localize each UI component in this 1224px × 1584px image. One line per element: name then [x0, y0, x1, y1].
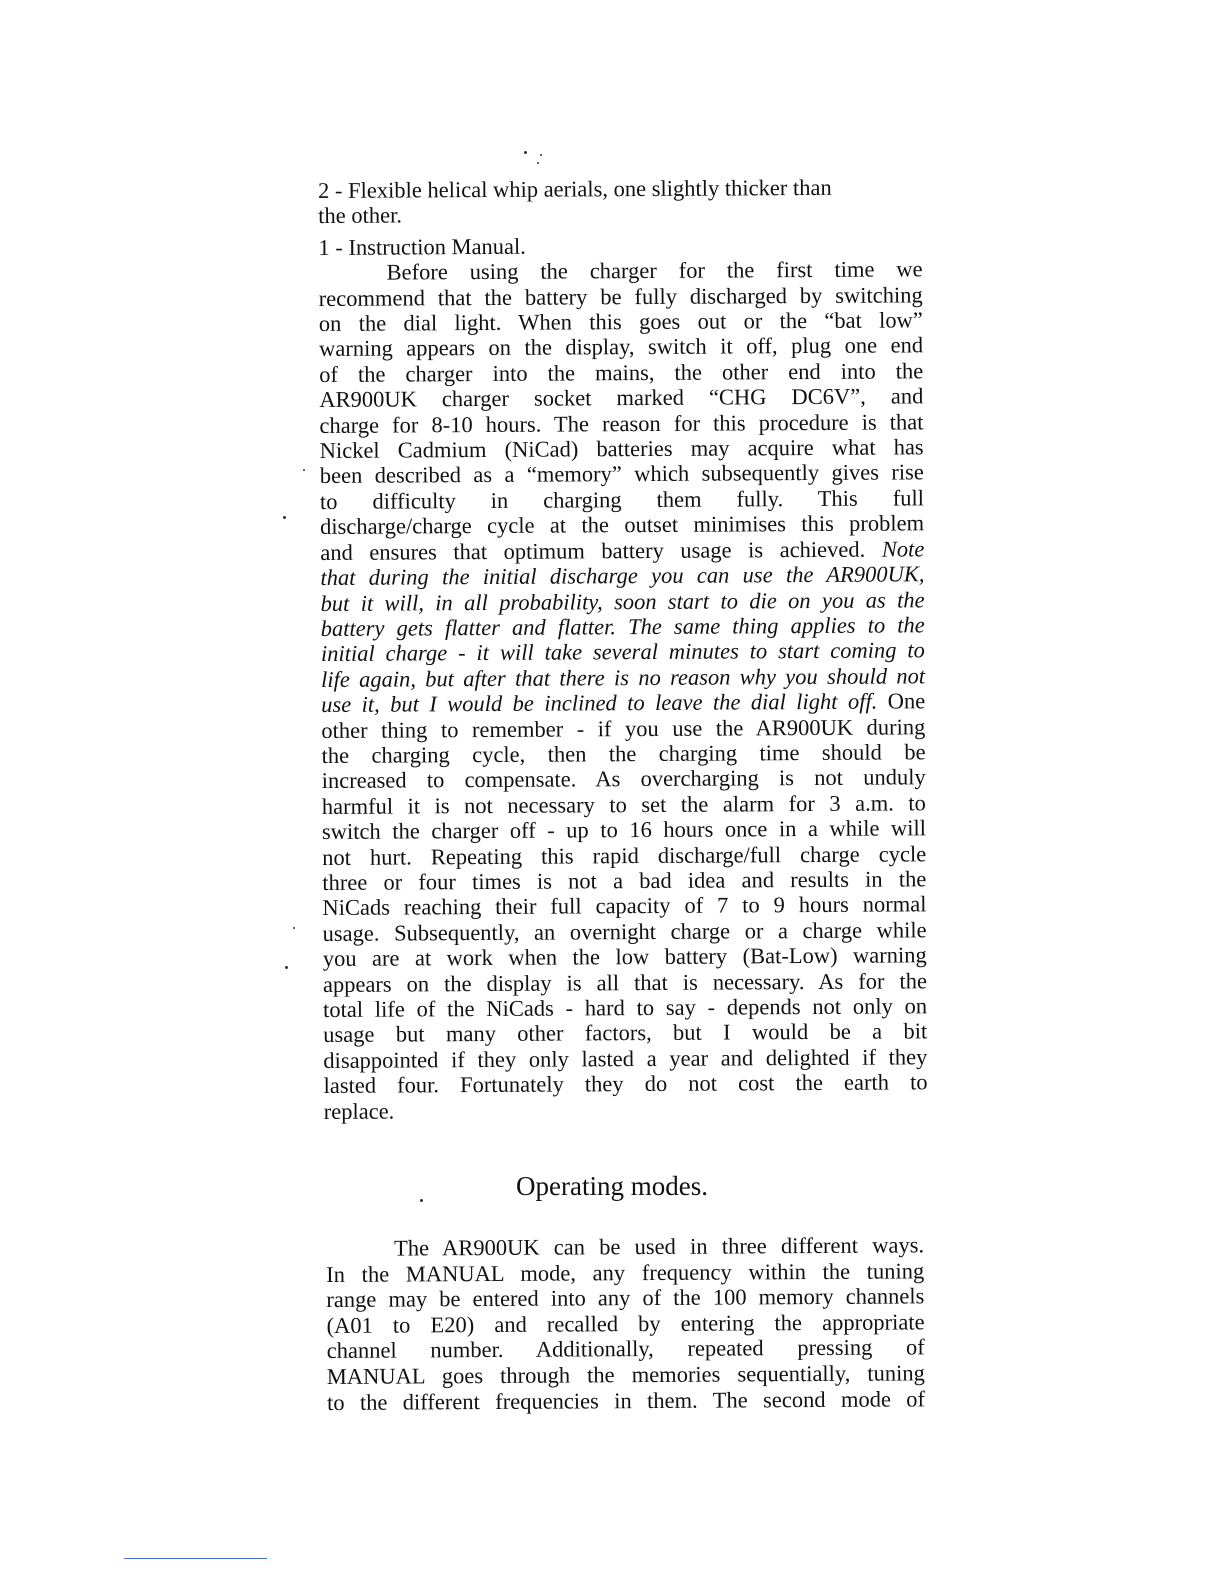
line-text: usage. Subsequently, an overnight charge or a charge while: [322, 917, 927, 946]
line-text: charge for 8-10 hours. The reason for this procedure is that: [319, 408, 924, 438]
text-line: 2 - Flexible helical whip aerials, one slightly thicker than: [318, 174, 832, 203]
text-line: [321, 663, 925, 692]
text-line: [319, 282, 923, 311]
line-text: lasted four. Fortunately they do not cost the earth to: [323, 1069, 928, 1099]
line-text: discharge/charge cycle at the outset minimises this problem: [320, 510, 925, 540]
line-text: of the charger into the mains, the other end into the: [319, 358, 924, 387]
line-text: the charging cycle, then the charging time should be: [321, 739, 926, 768]
line-text: but it will, in all probability, soon start to die on you as the: [320, 586, 925, 616]
line-text: not hurt. Repeating this rapid discharge/full charge cycle: [322, 840, 927, 870]
line-text: MANUAL goes through the memories sequentially, tuning: [326, 1360, 925, 1389]
scan-speck: [524, 151, 527, 154]
line-text: NiCads reaching their full capacity of 7 to 9 hours normal: [322, 891, 927, 921]
text-line: [320, 536, 924, 565]
line-text: that during the initial discharge you can use the AR900UK,: [320, 561, 925, 591]
scan-speck: [540, 154, 542, 156]
text-line: [320, 511, 924, 540]
line-text: initial charge - it will take several minutes to start coming to: [320, 637, 925, 667]
text-line: [323, 942, 927, 971]
line-tail: Note: [881, 535, 925, 562]
footnote-rule: [124, 1558, 267, 1559]
line-text: other thing to remember - if you use the AR900UK during: [321, 713, 926, 743]
line-text: battery gets flatter and flatter. The same thing applies to the: [320, 612, 925, 641]
text-line: [322, 765, 926, 794]
text-line: [324, 1095, 928, 1124]
line-text: on the dial light. When this goes out or the “bat low”: [318, 307, 923, 337]
body-text-column: [318, 174, 928, 1124]
text-line: [326, 1258, 924, 1287]
line-text: In the MANUAL mode, any frequency within the tuning: [326, 1257, 925, 1287]
text-line: [327, 1386, 925, 1415]
line-text: AR900UK charger socket marked “CHG DC6V”, and: [319, 383, 924, 413]
text-line: [322, 815, 926, 844]
section-heading: Operating modes.: [516, 1171, 708, 1201]
line-text: appears on the display is all that is necessary. As for the: [322, 967, 927, 997]
text-line: [323, 968, 927, 997]
line-text: Before using the charger for the first time we: [386, 256, 923, 285]
scan-speck: [293, 927, 295, 929]
line-text: channel number. Additionally, repeated pressing of: [326, 1334, 925, 1364]
text-line: [323, 1070, 927, 1099]
line-text: disappointed if they only lasted a year and delighted if they: [323, 1044, 928, 1073]
scan-speck: [420, 1199, 423, 1202]
line-text: switch the charger off - up to 16 hours once in a while will: [321, 815, 927, 845]
text-line: [322, 841, 926, 870]
text-line: [323, 1044, 927, 1073]
line-text: total life of the NiCads - hard to say - depends not only on: [323, 993, 928, 1022]
line-text: been described as a “memory” which subsequently gives rise: [319, 459, 924, 489]
line-text: replace.: [323, 1098, 395, 1124]
text-line: [319, 409, 923, 438]
text-line: 1 - Instruction Manual.: [318, 233, 526, 260]
line-text: to difficulty in charging them fully. This full: [319, 485, 925, 514]
line-text: to the different frequencies in them. The second mode of: [326, 1385, 926, 1415]
line-text: you are at work when the low battery (Bat-Low) warning: [322, 942, 927, 972]
scan-speck: [537, 162, 539, 164]
line-text: The AR900UK can be used in three different ways.: [393, 1232, 925, 1261]
line-text: harmful it is not necessary to set the alarm for 3 a.m. to: [321, 790, 926, 819]
line-text: and ensures that optimum battery usage is achieved.: [320, 536, 866, 565]
list-item: [318, 174, 922, 229]
text-line: [326, 1284, 924, 1313]
line-tail: One: [887, 688, 926, 714]
line-text: use it, but I would be inclined to leave the dial light off.: [321, 688, 878, 718]
line-text: increased to compensate. As overcharging is not unduly: [321, 764, 926, 794]
text-line: [319, 384, 923, 413]
text-line: [327, 1335, 925, 1364]
list-item: [318, 231, 922, 260]
text-line: [321, 587, 925, 616]
text-line: [323, 917, 927, 946]
text-line: the other.: [318, 202, 403, 229]
paragraph: [319, 257, 928, 1124]
text-line: [319, 358, 923, 387]
text-line: [326, 1309, 924, 1338]
paragraph: [326, 1232, 925, 1415]
text-line: [320, 485, 924, 514]
line-text: warning appears on the display, switch it off, plug one end: [318, 332, 924, 362]
text-line: [323, 1019, 927, 1048]
text-line: [319, 333, 923, 362]
text-line: [321, 688, 925, 717]
text-line: [326, 1232, 924, 1261]
text-line: [323, 993, 927, 1022]
text-line: [322, 892, 926, 921]
text-line: [320, 561, 924, 590]
body-text-column: [326, 1232, 925, 1415]
text-line: [320, 434, 924, 463]
line-text: Nickel Cadmium (NiCad) batteries may acquire what has: [319, 434, 924, 464]
scan-speck: [303, 469, 305, 471]
text-line: [320, 460, 924, 489]
text-line: [322, 866, 926, 895]
text-line: [322, 790, 926, 819]
line-text: three or four times is not a bad idea and results in the: [322, 866, 927, 895]
text-line: [319, 307, 923, 336]
text-line: [321, 612, 925, 641]
line-text: usage but many other factors, but I would be a bit: [323, 1018, 928, 1048]
text-line: [319, 257, 923, 286]
text-line: [327, 1360, 925, 1389]
text-line: [321, 714, 925, 743]
line-text: recommend that the battery be fully discharged by switching: [318, 281, 923, 311]
scan-speck: [283, 516, 286, 519]
text-line: [321, 638, 925, 667]
scan-speck: [285, 966, 288, 969]
line-text: range may be entered into any of the 100 memory channels: [326, 1283, 925, 1313]
text-line: [321, 739, 925, 768]
line-text: (A01 to E20) and recalled by entering the appropriate: [326, 1309, 925, 1338]
line-text: life again, but after that there is no reason why you should not: [320, 663, 926, 692]
